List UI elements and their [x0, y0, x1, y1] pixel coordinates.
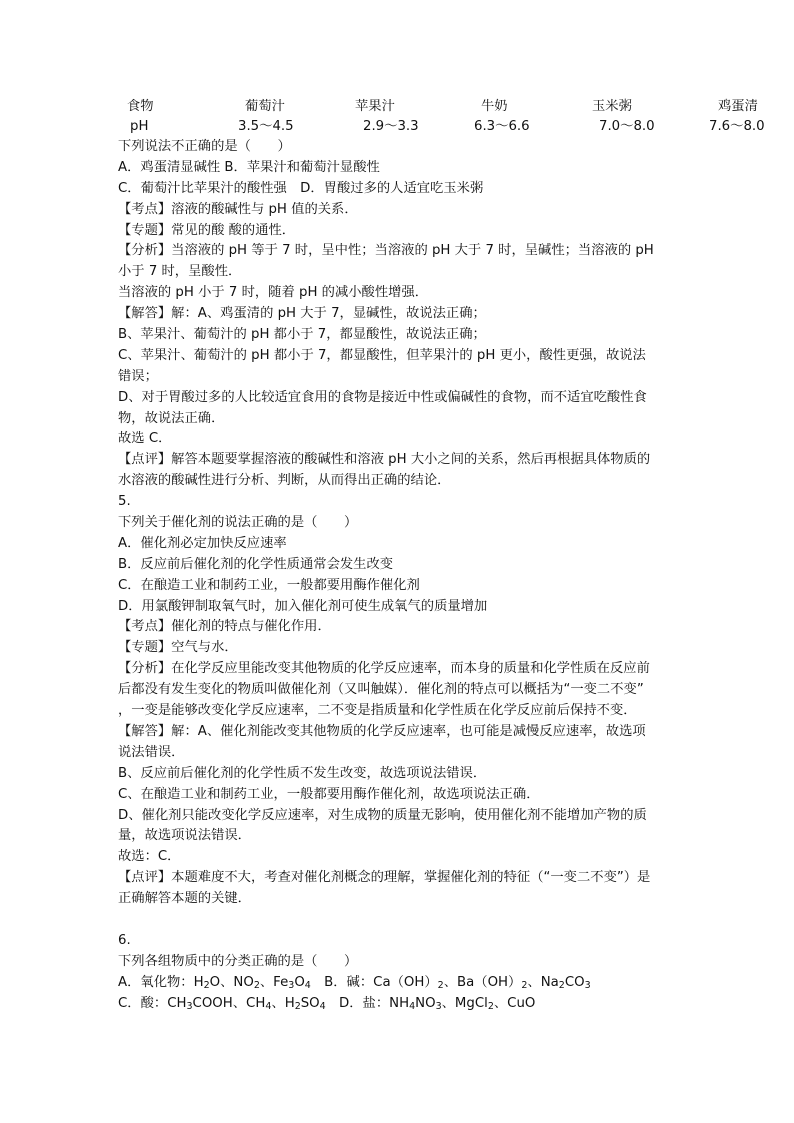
q5-dianping-2: 正确解答本题的关键．	[118, 891, 251, 907]
separator: 、	[493, 995, 508, 1011]
q6-option-b-label: B．碱：	[310, 974, 374, 990]
q4-jieda-4: 错误；	[118, 368, 158, 384]
separator: 、	[271, 995, 285, 1011]
q5-jieda-4: C、在酿造工业和制药工业，一般都要用酶作催化剂，故选项说法正确．	[118, 786, 540, 802]
document-body	[118, 137, 688, 1014]
formula-h2so4: $H_2SO_4$	[284, 995, 326, 1012]
q5-zhuanti: 【专题】空气与水．	[118, 640, 238, 656]
q4-dianping-1: 【点评】解答本题要掌握溶液的酸碱性和溶液 pH 大小之间的关系，然后再根据具体物质的	[118, 452, 651, 468]
separator: 、	[441, 995, 455, 1011]
q4-options-cd: C．葡萄汁比苹果汁的酸性强 D．胃酸过多的人适宜吃玉米粥	[118, 180, 484, 196]
q5-jieda-1: 【解答】解：A、催化剂能改变其他物质的化学反应速率，也可能是减慢反应速率，故选项	[118, 723, 646, 739]
formula-mgcl2: MgCl$_2$	[454, 995, 494, 1012]
table-header-corn-porridge: 玉米粥	[592, 99, 632, 114]
q5-option-d: D．用氯酸钾制取氧气时，加入催化剂可使生成氧气的质量增加	[118, 598, 488, 614]
q5-jieda-6: 量，故选项说法错误．	[118, 828, 251, 844]
formula-fe3o4: $Fe_3O_4$	[273, 974, 311, 991]
q4-stem: 下列说法不正确的是（ ）	[118, 139, 291, 154]
formula-ca-oh-2: $Ca(OH)_2$	[373, 974, 444, 991]
q6-options-ab	[118, 973, 688, 994]
q4-jieda-5: D、对于胃酸过多的人比较适宜食用的食物是接近中性或偏碱性的食物，而不适宜吃酸性食	[118, 389, 647, 405]
q5-stem: 下列关于催化剂的说法正确的是（ ）	[118, 515, 358, 531]
q5-option-b: B．反应前后催化剂的化学性质通常会发生改变	[118, 556, 394, 572]
q4-answer: 故选 C．	[118, 431, 172, 447]
table-header-food: 食物	[127, 99, 154, 114]
table-header-egg-white: 鸡蛋清	[718, 99, 758, 114]
q6-option-a-label: A．氧化物：	[118, 974, 194, 990]
q4-jieda-1: 【解答】解：A、鸡蛋清的 pH 大于 7，显碱性，故说法正确；	[118, 306, 486, 322]
q5-fenxi-2: 后都没有发生变化的物质叫做催化剂（又叫触媒）．催化剂的特点可以概括为“一变二不变”	[118, 682, 644, 698]
separator: 、	[259, 974, 274, 990]
q6-options-cd	[118, 994, 688, 1015]
q6-option-c-label: C．酸：	[118, 995, 168, 1011]
q4-kaodian: 【考点】溶液的酸碱性与 pH 值的关系．	[118, 201, 358, 217]
q4-jieda-6: 物，故说法正确．	[118, 410, 225, 426]
q4-zhuanti: 【专题】常见的酸 酸的通性．	[118, 222, 296, 238]
formula-h2o: $H_2O$	[193, 974, 221, 991]
q4-options-ab: A．鸡蛋清显碱性 B．苹果汁和葡萄汁显酸性	[118, 159, 380, 175]
table-cell-milk-ph: 6.3～6.6	[474, 119, 530, 134]
q5-kaodian: 【考点】催化剂的特点与催化作用．	[118, 619, 331, 635]
q4-jieda-2: B、苹果汁、葡萄汁的 pH 都小于 7，都显酸性，故说法正确；	[118, 327, 486, 343]
q4-fenxi-1: 【分析】当溶液的 pH 等于 7 时，呈中性；当溶液的 pH 大于 7 时，呈碱性；当溶液的 pH	[118, 243, 654, 259]
q5-fenxi-1: 【分析】在化学反应里能改变其他物质的化学反应速率，而本身的质量和化学性质在反应前	[118, 661, 650, 677]
formula-ba-oh-2: $Ba(OH)_2$	[457, 974, 528, 991]
q5-option-c: C．在酿造工业和制药工业，一般都要用酶作催化剂	[118, 577, 420, 593]
separator: 、	[220, 974, 234, 990]
q4-fenxi-2: 小于 7 时，呈酸性．	[118, 264, 242, 280]
table-row-label-ph: pH	[130, 119, 149, 134]
q6-stem: 下列各组物质中的分类正确的是（ ）	[118, 953, 358, 969]
q6-number: 6.	[118, 932, 131, 948]
ph-table	[0, 97, 794, 137]
formula-no2: $NO_2$	[233, 974, 260, 991]
q4-jieda-3: C、苹果汁、葡萄汁的 pH 都小于 7，都显酸性，但苹果汁的 pH 更小，酸性更强，故说法	[118, 347, 646, 363]
table-cell-egg-white-ph: 7.6～8.0	[709, 119, 765, 134]
q5-option-a: A．催化剂必定加快反应速率	[118, 535, 287, 551]
table-header-grape-juice: 葡萄汁	[245, 99, 285, 114]
q4-fenxi-3: 当溶液的 pH 小于 7 时，随着 pH 的减小酸性增强．	[118, 285, 429, 301]
formula-ch4: $CH_4$	[246, 995, 272, 1012]
table-cell-apple-juice-ph: 2.9～3.3	[363, 119, 419, 134]
q5-dianping-1: 【点评】本题难度不大，考查对催化剂概念的理解，掌握催化剂的特征（“一变二不变”）是	[118, 870, 651, 886]
formula-na2co3: $Na_2CO_3$	[540, 974, 591, 991]
q5-number: 5.	[118, 494, 131, 510]
q6-option-d-label: D．盐：	[325, 995, 390, 1011]
q5-jieda-5: D、催化剂只能改变化学反应速率，对生成物的质量无影响，使用催化剂不能增加产物的质	[118, 807, 647, 823]
formula-nh4no3: $NH_4NO_3$	[389, 995, 442, 1012]
q5-fenxi-3: ，一变是能够改变化学反应速率，二不变是指质量和化学性质在化学反应前后保持不变．	[118, 703, 637, 719]
table-cell-corn-porridge-ph: 7.0～8.0	[599, 119, 655, 134]
q5-jieda-3: B、反应前后催化剂的化学性质不发生改变，故选项说法错误．	[118, 765, 487, 781]
formula-ch3cooh: $CH_3COOH$	[167, 995, 233, 1012]
formula-cuo: CuO	[507, 995, 536, 1011]
q4-dianping-2: 水溶液的酸碱性进行分析、判断，从而得出正确的结论．	[118, 473, 451, 489]
table-header-milk: 牛奶	[481, 99, 508, 114]
separator: 、	[232, 995, 247, 1011]
table-header-apple-juice: 苹果汁	[355, 99, 395, 114]
separator: 、	[527, 974, 541, 990]
q5-jieda-2: 说法错误．	[118, 744, 185, 760]
q5-answer: 故选：C．	[118, 849, 181, 865]
separator: 、	[443, 974, 457, 990]
blank-line	[118, 910, 688, 931]
table-cell-grape-juice-ph: 3.5～4.5	[238, 119, 294, 134]
